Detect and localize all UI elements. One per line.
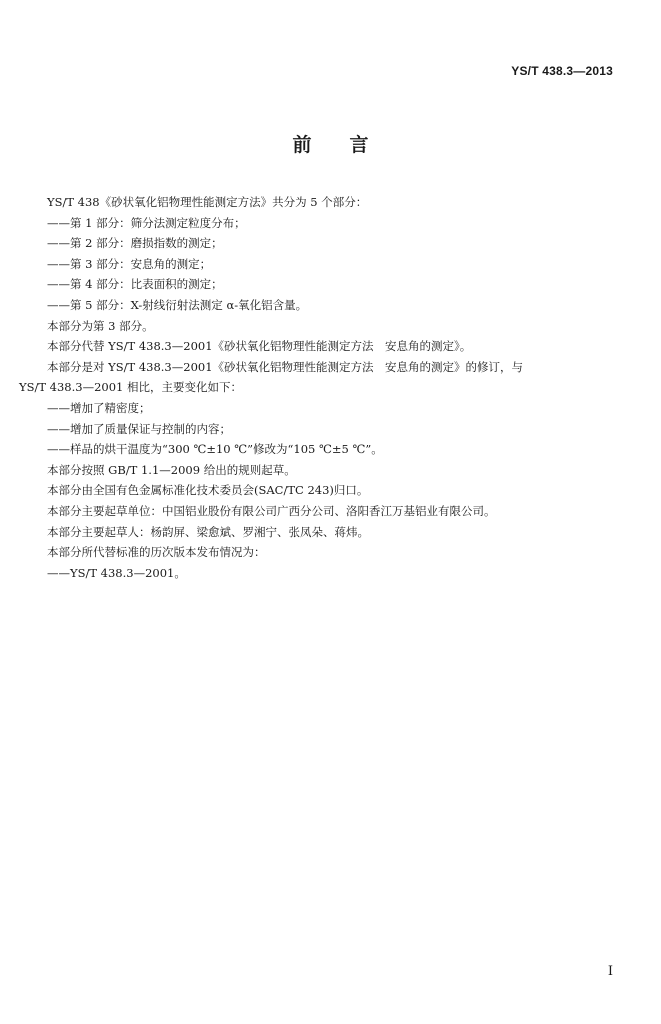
paragraph: 本部分主要起草单位：中国铝业股份有限公司广西分公司、洛阳香江万基铝业有限公司。 [47, 503, 496, 518]
paragraph: 本部分主要起草人：杨韵屏、梁愈斌、罗湘宁、张凤朵、蒋炜。 [47, 524, 369, 539]
list-item: ——第 2 部分：磨损指数的测定； [47, 236, 223, 251]
paragraph: YS/T 438《砂状氧化铝物理性能测定方法》共分为 5 个部分： [47, 195, 368, 209]
list-item: ——增加了质量保证与控制的内容； [47, 421, 231, 436]
list-item: ——第 3 部分：安息角的测定； [47, 256, 212, 271]
revision-paragraph [19, 357, 619, 398]
page-title [0, 130, 661, 157]
list-item: ——第 5 部分：X-射线衍射法测定 α-氧化铝含量。 [47, 297, 308, 312]
list-item: ——样品的烘干温度为“300 ℃±10 ℃”修改为“105 ℃±5 ℃”。 [47, 442, 383, 457]
standard-code: YS/T 438.3—2013 [511, 64, 613, 78]
list-item: ——增加了精密度； [47, 400, 151, 415]
paragraph: 本部分为第 3 部分。 [47, 318, 154, 333]
page-number: I [607, 964, 613, 979]
title-char-2: 言 [349, 134, 369, 156]
list-item: ——第 1 部分：筛分法测定粒度分布； [47, 215, 246, 230]
list-item: ——第 4 部分：比表面积的测定； [47, 277, 223, 292]
paragraph: 本部分按照 GB/T 1.1—2009 给出的规则起草。 [47, 462, 296, 477]
paragraph: 本部分所代替标准的历次版本发布情况为： [47, 545, 266, 560]
foreword-body [19, 192, 619, 583]
title-char-1: 前 [292, 134, 312, 156]
revision-line-2: YS/T 438.3—2001 相比，主要变化如下： [19, 380, 243, 395]
paragraph: 本部分由全国有色金属标准化技术委员会(SAC/TC 243)归口。 [47, 483, 369, 498]
list-item: ——YS/T 438.3—2001。 [47, 565, 186, 580]
revision-line-1: 本部分是对 YS/T 438.3—2001《砂状氧化铝物理性能测定方法 安息角的测定》的修订，与 [47, 359, 524, 374]
paragraph: 本部分代替 YS/T 438.3—2001《砂状氧化铝物理性能测定方法 安息角的测定》。 [47, 339, 472, 354]
